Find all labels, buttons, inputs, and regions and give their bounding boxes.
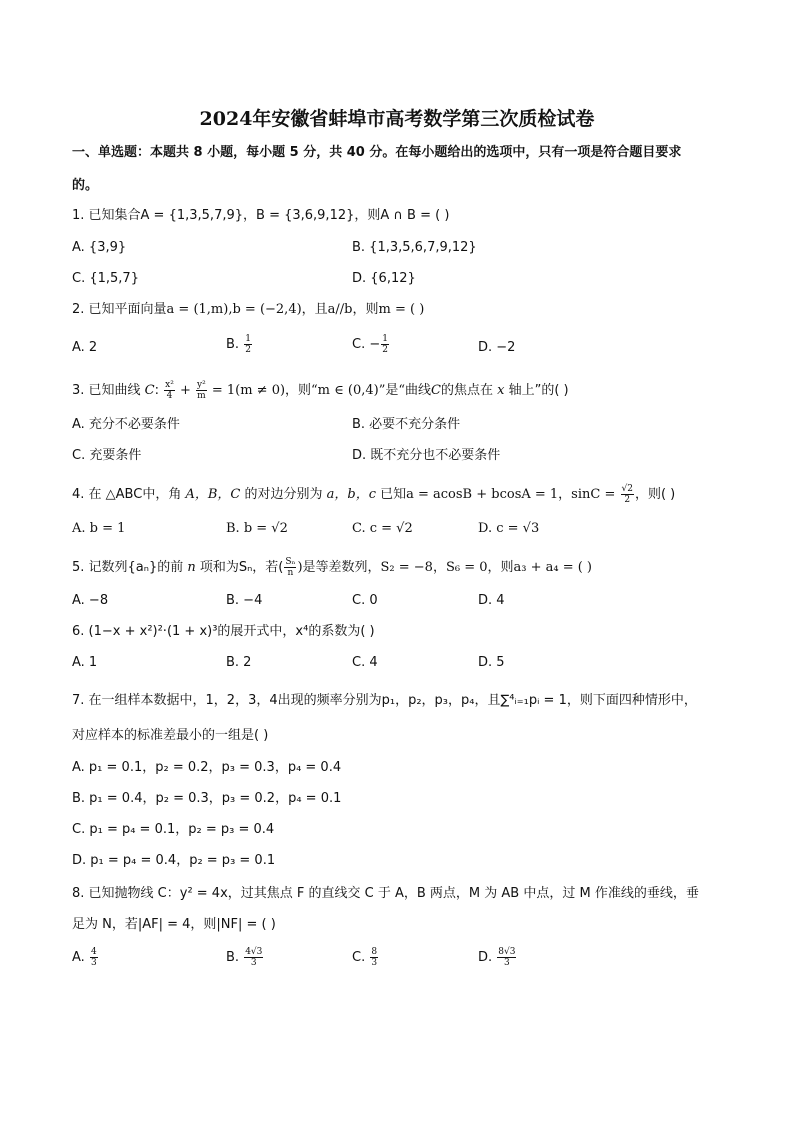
question-6: 6. (1−x + x²)²·(1 + x)³的展开式中，x⁴的系数为( ) [72, 624, 375, 639]
q4-stem-f: ，则( ) [634, 487, 676, 502]
q2-option-d: D. −2 [478, 340, 516, 355]
question-2 [72, 301, 424, 319]
question-3 [72, 380, 569, 401]
q3-fraction-x [164, 380, 175, 401]
q3-stem-e: 的焦点在 [440, 383, 498, 398]
q4-angles: A，B，C [185, 487, 241, 502]
q6-option-d: D. 5 [478, 655, 505, 670]
q7-option-d: D. p₁ = p₄ = 0.4，p₂ = p₃ = 0.1 [72, 853, 276, 868]
q8-option-d-den: 3 [504, 958, 510, 968]
q2-vector-a: a = (1,m), [166, 302, 233, 317]
q4-option-a: A. b = 1 [72, 521, 126, 536]
q7-option-a: A. p₁ = 0.1，p₂ = 0.2，p₃ = 0.3，p₄ = 0.4 [72, 760, 342, 775]
q8-option-c-label: C. [352, 950, 370, 965]
q3-option-b: B. 必要不充分条件 [352, 417, 461, 432]
q8-option-d [478, 947, 517, 968]
q3-stem-g: 轴上”的( ) [504, 383, 569, 398]
q5-n: n [187, 560, 196, 575]
page-title: 2024年安徽省蚌埠市高考数学第三次质检试卷 [199, 108, 595, 130]
q8-option-c-den: 3 [371, 958, 378, 968]
q5-fraction [284, 557, 296, 578]
q4-option-d: D. c = √3 [478, 521, 540, 536]
q5-stem-a: 5. 记数列{aₙ}的前 [72, 560, 188, 575]
q3-frac1-num: x² [165, 380, 174, 390]
q3-option-c: C. 充要条件 [72, 448, 142, 463]
q8-option-c [352, 947, 379, 968]
q3-option-d: D. 既不充分也不必要条件 [352, 448, 501, 463]
q4-frac-den: 2 [624, 495, 631, 505]
q3-stem-c: = 1(m ≠ 0)，则“m ∈ (0,4)”是“曲线 [207, 383, 432, 398]
q4-frac-num: √2 [621, 484, 633, 494]
q8-option-c-fraction [370, 947, 378, 968]
q3-plus: + [175, 383, 195, 398]
question-8-cont: 足为 N，若|AF| = 4，则|NF| = ( ) [72, 917, 276, 932]
q2-option-c-den: 2 [382, 345, 388, 355]
q5-stem-c: )是等差数列，S₂ = −8，S₆ = 0，则a₃ + a₄ = ( ) [297, 560, 593, 575]
q3-stem-a: 3. 已知曲线 [72, 383, 145, 398]
q3-axis-x: x [497, 383, 505, 398]
q5-option-c: C. 0 [352, 593, 378, 608]
q2-option-c-label: C. − [352, 337, 381, 352]
q5-stem-b: 项和为Sₙ，若( [195, 560, 284, 575]
q3-frac2-num: y² [197, 380, 206, 390]
q3-option-a: A. 充分不必要条件 [72, 417, 180, 432]
q8-option-c-num: 8 [371, 947, 378, 957]
question-7-cont: 对应样本的标准差最小的一组是( ) [72, 728, 269, 743]
q3-fraction-y [196, 380, 207, 401]
q4-stem-c: 的对边分别为 [240, 487, 327, 502]
q8-option-b [226, 947, 264, 968]
q1-option-b: B. {1,3,5,6,7,9,12} [352, 240, 477, 255]
q5-option-a: A. −8 [72, 593, 109, 608]
q3-colon: : [154, 383, 164, 398]
q1-option-d: D. {6,12} [352, 271, 416, 286]
q5-option-b: B. −4 [226, 593, 263, 608]
q3-frac2-den: m [197, 391, 206, 401]
q3-curve-2: C [431, 383, 441, 398]
q8-option-a-fraction [90, 947, 98, 968]
q8-option-b-den: 3 [250, 958, 257, 968]
q2-vector-b: b = (−2,4)，且 [232, 302, 328, 317]
q6-option-b: B. 2 [226, 655, 252, 670]
q1-option-a: A. {3,9} [72, 240, 127, 255]
q8-option-a [72, 947, 99, 968]
section-heading: 一、单选题：本题共 8 小题，每小题 5 分，共 40 分。在每小题给出的选项中，只有一项是符合题目要求 [72, 145, 682, 160]
q8-option-a-label: A. [72, 950, 89, 965]
q8-option-b-fraction [244, 947, 263, 968]
q6-option-a: A. 1 [72, 655, 98, 670]
q2-option-c-fraction [381, 334, 389, 355]
q2-option-c-num: 1 [382, 334, 388, 344]
q8-option-b-num: 4√3 [245, 947, 263, 957]
q2-parallel: a//b，则m = ( ) [327, 302, 425, 317]
q2-option-b [226, 334, 253, 355]
question-7: 7. 在一组样本数据中，1，2，3，4出现的频率分别为p₁，p₂，p₃，p₄，且∑⁴ᵢ₌₁pᵢ = 1，则下面四种情形中， [72, 693, 697, 708]
q1-option-c: C. {1,5,7} [72, 271, 139, 286]
q8-option-a-num: 4 [90, 947, 97, 957]
q2-option-a: A. 2 [72, 340, 98, 355]
q2-option-b-fraction [244, 334, 252, 355]
question-1: 1. 已知集合A = {1,3,5,7,9}，B = {3,6,9,12}，则A ∩ B = ( ) [72, 208, 450, 223]
q4-option-c: C. c = √2 [352, 521, 413, 536]
q7-option-b: B. p₁ = 0.4，p₂ = 0.3，p₃ = 0.2，p₄ = 0.1 [72, 791, 342, 806]
q8-option-d-fraction [497, 947, 516, 968]
q6-option-c: C. 4 [352, 655, 378, 670]
question-5 [72, 557, 592, 578]
q4-option-b: B. b = √2 [226, 521, 288, 536]
question-4 [72, 484, 675, 505]
section-heading-cont: 的。 [72, 178, 99, 193]
q2-stem-a: 2. 已知平面向量 [72, 302, 167, 317]
q2-option-b-num: 1 [245, 334, 251, 344]
q8-option-d-num: 8√3 [498, 947, 516, 957]
q4-sides: a，b，c [326, 487, 376, 502]
q4-fraction [621, 484, 634, 505]
q4-stem-e: 已知a = acosB + bcosA = 1，sinC = [375, 487, 620, 502]
q8-option-d-label: D. [478, 950, 497, 965]
q3-curve: C [144, 383, 155, 398]
q7-option-c: C. p₁ = p₄ = 0.1，p₂ = p₃ = 0.4 [72, 822, 275, 837]
q3-frac1-den: 4 [166, 391, 173, 401]
q8-option-b-label: B. [226, 950, 244, 965]
q4-stem-a: 4. 在 △ABC中，角 [72, 487, 186, 502]
q5-frac-num: Sₙ [285, 557, 296, 567]
q8-option-a-den: 3 [90, 958, 97, 968]
q2-option-b-label: B. [226, 337, 244, 352]
q2-option-c [352, 334, 390, 355]
q5-frac-den: n [287, 568, 294, 578]
question-8: 8. 已知抛物线 C：y² = 4x，过其焦点 F 的直线交 C 于 A，B 两点，M 为 AB 中点，过 M 作准线的垂线，垂 [72, 886, 699, 901]
q5-option-d: D. 4 [478, 593, 505, 608]
q2-option-b-den: 2 [245, 345, 251, 355]
